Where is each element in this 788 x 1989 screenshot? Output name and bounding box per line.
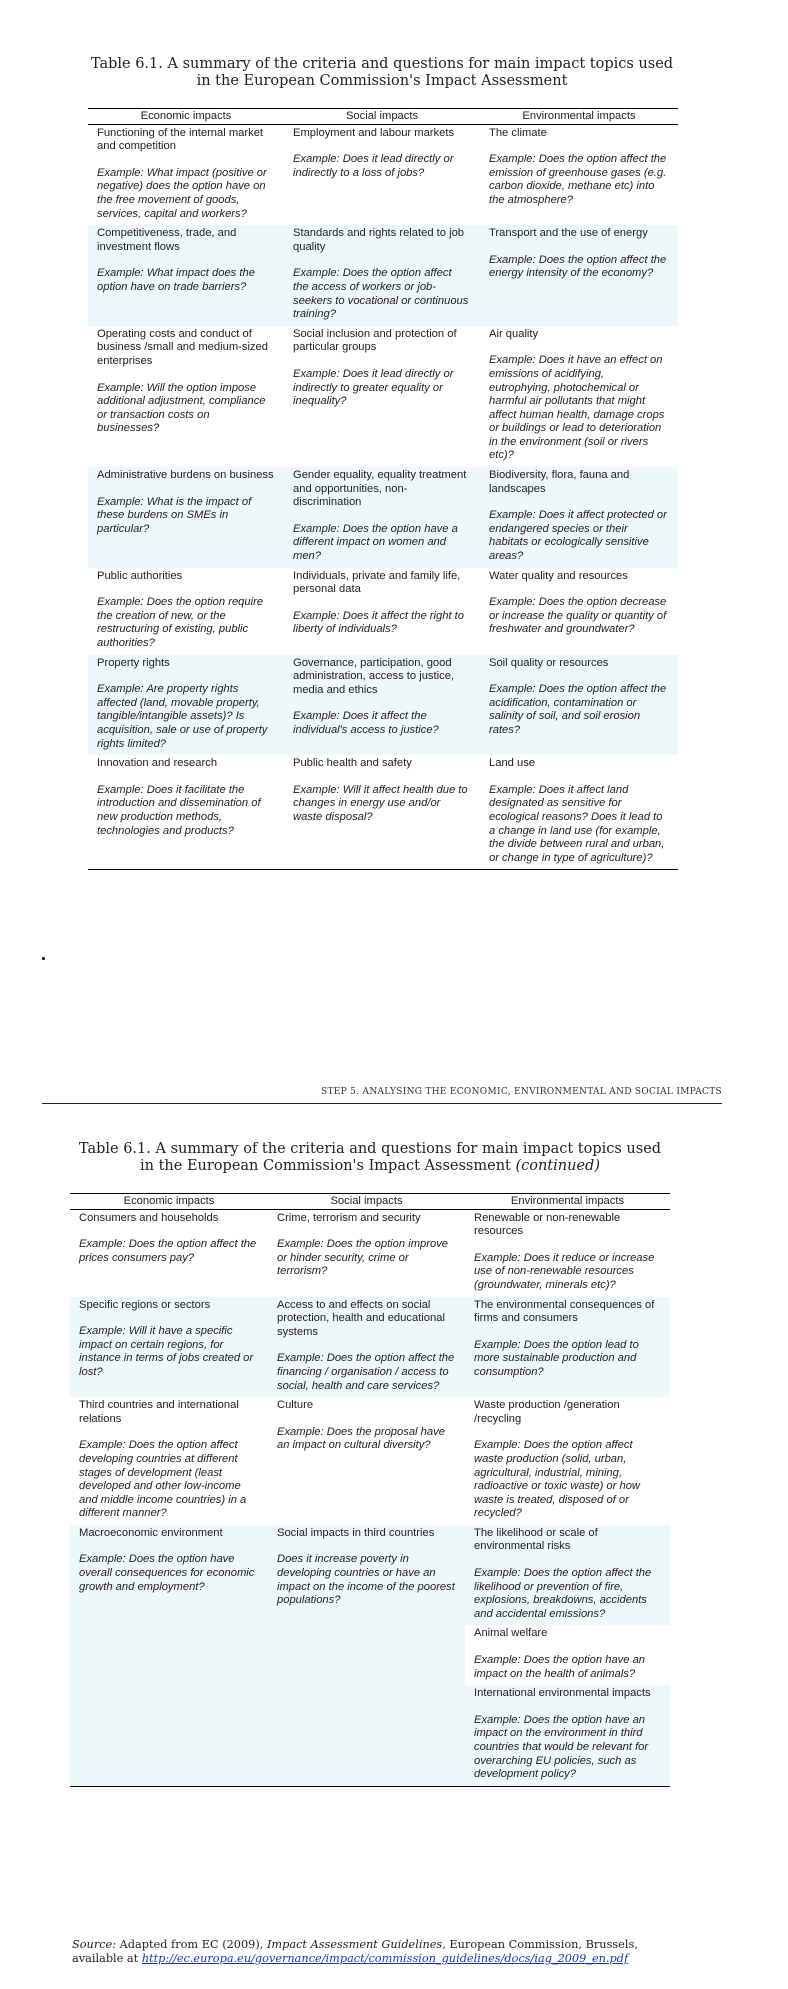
cell-example: Example: Does it affect the individual's access to justice? <box>293 710 439 736</box>
table-cell <box>88 655 284 756</box>
cell-example: Example: Does the option have an impact on the health of animals? <box>474 1654 646 1680</box>
table-cell <box>465 1209 670 1296</box>
table-cell <box>465 1297 670 1398</box>
table-row <box>88 655 678 756</box>
cell-example: Example: Does it have an effect on emissions of acidifying, eutrophying, photochemical or harmful air pollutants that might affect human health, damage crops or buildings or lead to deterioration in the environment (soil or rivers etc)? <box>489 354 665 462</box>
cell-topic: Gender equality, equality treatment and opportunities, non-discrimination <box>293 469 467 509</box>
cell-example: Example: Does the option affect developing countries at different stages of development (least developed and other low-income and middle income countries) in a different manner? <box>79 1439 247 1520</box>
table-cell <box>88 326 284 467</box>
cell-topic: Air quality <box>489 327 539 340</box>
table-row <box>70 1625 670 1685</box>
table-cell <box>268 1397 465 1525</box>
cell-example: Does it increase poverty in developing countries or have an impact on the income of the poorest populations? <box>277 1553 455 1607</box>
table-cell <box>88 467 284 568</box>
table-cell <box>284 225 480 326</box>
table-cell <box>70 1209 268 1296</box>
cell-topic: Access to and effects on social protection, health and educational systems <box>277 1298 445 1338</box>
cell-topic: Crime, terrorism and security <box>277 1211 421 1224</box>
cell-example: Example: Will it have a specific impact on certain regions, for instance in terms of jobs created or lost? <box>79 1325 254 1378</box>
table-row <box>70 1297 670 1398</box>
table-row <box>88 225 678 326</box>
cell-topic: Social inclusion and protection of particular groups <box>293 327 457 354</box>
cell-example: Example: Does the option have a different impact on women and men? <box>293 522 458 563</box>
table-cell <box>70 1397 268 1525</box>
cell-topic: The climate <box>489 126 547 139</box>
source-link[interactable]: http://ec.europa.eu/governance/impact/commission_guidelines/docs/iag_2009_en.pdf <box>141 1952 629 1965</box>
table2-title-line1: Table 6.1. A summary of the criteria and questions for main impact topics used <box>78 1141 662 1157</box>
source-text-before: Adapted from EC (2009), <box>119 1938 264 1951</box>
header-environmental-impacts: Environmental impacts <box>480 109 678 125</box>
cell-example: Example: Does it lead directly or indirectly to a loss of jobs? <box>293 153 454 179</box>
table1-title <box>72 56 692 90</box>
table-cell <box>284 124 480 225</box>
table-cell <box>480 655 678 756</box>
header-social-impacts: Social impacts <box>284 109 480 125</box>
table-row <box>88 467 678 568</box>
table-cell <box>480 124 678 225</box>
table-cell-empty <box>268 1625 465 1685</box>
stray-bullet-dot <box>42 957 45 960</box>
table-row <box>88 124 678 225</box>
cell-example: Example: Does the option affect the acidification, contamination or salinity of soil, and soil erosion rates? <box>489 683 667 736</box>
cell-topic: Innovation and research <box>97 757 218 770</box>
cell-topic: Competitiveness, trade, and investment flows <box>97 227 237 253</box>
cell-example: Example: Does it reduce or increase use of non-renewable resources (groundwater, minerals etc)? <box>474 1251 655 1291</box>
source-label: Source: <box>72 1938 117 1951</box>
table1-title-line2: in the European Commission's Impact Assessment <box>196 73 568 89</box>
running-head-rule <box>42 1103 722 1104</box>
table-cell <box>284 655 480 756</box>
table-cell <box>284 568 480 655</box>
header-economic-impacts: Economic impacts <box>70 1194 268 1210</box>
table-cell <box>465 1525 670 1626</box>
cell-example: Example: Does it affect protected or endangered species or their habitats or ecologically sensitive areas? <box>489 509 667 563</box>
cell-example: Example: Does the option have overall consequences for economic growth and employment? <box>79 1553 255 1593</box>
table-cell <box>284 326 480 467</box>
cell-topic: Operating costs and conduct of business /small and medium-sized enterprises <box>97 327 268 367</box>
cell-example: Example: Does the proposal have an impact on cultural diversity? <box>277 1425 445 1452</box>
cell-example: Example: Will the option impose additional adjustment, compliance or transaction costs on businesses? <box>97 381 266 435</box>
cell-topic: Administrative burdens on business <box>97 469 274 482</box>
cell-example: Example: Does the option lead to more sustainable production and consumption? <box>474 1338 639 1378</box>
cell-example: Example: Does the option affect the financing / organisation / access to social, health and care services? <box>277 1352 455 1392</box>
table-row <box>70 1209 670 1296</box>
source-note <box>72 1938 692 1966</box>
table-row <box>88 326 678 467</box>
cell-topic: Macroeconomic environment <box>79 1526 223 1539</box>
table2 <box>70 1193 670 1787</box>
table-cell <box>268 1525 465 1626</box>
table-cell <box>70 1525 268 1626</box>
cell-example: Example: Does the option decrease or increase the quality or quantity of freshwater and groundwater? <box>489 596 667 636</box>
table-cell <box>88 755 284 870</box>
cell-example: Example: Does the option affect waste production (solid, urban, agricultural, industrial, mining, radioactive or toxic waste) or how waste is treated, disposed of or recycled? <box>474 1439 641 1520</box>
table2-title-line2 <box>60 1158 680 1175</box>
cell-example: Example: What is the impact of these burdens on SMEs in particular? <box>97 495 252 535</box>
table-cell <box>284 467 480 568</box>
table-cell-empty <box>70 1685 268 1786</box>
source-doc-title: Impact Assessment Guidelines, <box>266 1938 446 1951</box>
table-cell <box>88 225 284 326</box>
table-cell <box>88 124 284 225</box>
cell-topic: Waste production /generation /recycling <box>474 1399 620 1425</box>
table-cell <box>480 326 678 467</box>
table-cell <box>70 1297 268 1398</box>
cell-topic: Social impacts in third countries <box>277 1526 435 1539</box>
table-cell <box>88 568 284 655</box>
cell-example: Example: Are property rights affected (land, movable property, tangible/intangible assets)? Is acquisition, sale or use of property rights limited? <box>97 683 268 750</box>
table-cell <box>268 1209 465 1296</box>
table-row <box>70 1397 670 1525</box>
cell-topic: Biodiversity, flora, fauna and landscapes <box>489 469 630 495</box>
table2-title-continued: (continued) <box>515 1158 600 1174</box>
cell-topic: Water quality and resources <box>489 569 628 582</box>
table1 <box>88 108 678 870</box>
cell-topic: Culture <box>277 1399 314 1412</box>
table-cell <box>480 225 678 326</box>
header-economic-impacts: Economic impacts <box>88 109 284 125</box>
table-row <box>88 755 678 870</box>
table-cell <box>465 1685 670 1786</box>
cell-example: Example: Does it affect the right to liberty of individuals? <box>293 609 465 636</box>
cell-example: Example: Does the option affect the likelihood or prevention of fire, explosions, breakdowns, accidents and accidental emissions? <box>474 1567 652 1620</box>
table-cell <box>480 755 678 870</box>
cell-example: Example: Does the option have an impact on the environment in third countries that would be relevant for overarching EU policies, such as development policy? <box>474 1713 649 1781</box>
cell-topic: Employment and labour markets <box>293 126 455 139</box>
cell-topic: Transport and the use of energy <box>489 227 648 240</box>
cell-topic: Governance, participation, good administration, access to justice, media and ethics <box>293 656 455 696</box>
cell-example: Example: Will it affect health due to changes in energy use and/or waste disposal? <box>293 783 468 823</box>
cell-topic: The environmental consequences of firms and consumers <box>474 1298 655 1325</box>
table1-header-row <box>88 109 678 125</box>
cell-topic: Public authorities <box>97 569 183 582</box>
cell-example: Example: Does the option improve or hinder security, crime or terrorism? <box>277 1238 449 1278</box>
cell-example: Example: What impact does the option have on trade barriers? <box>97 267 255 293</box>
table2-title-line2-text: in the European Commission's Impact Assessment <box>140 1158 511 1174</box>
cell-example: Example: Does it facilitate the introduction and dissemination of new production methods, technologies and products? <box>97 783 261 837</box>
cell-topic: Land use <box>489 757 536 770</box>
cell-topic: Third countries and international relations <box>79 1399 239 1425</box>
table-cell-empty <box>70 1625 268 1685</box>
cell-example: Example: Does it affect land designated as sensitive for ecological reasons? Does it lead to a change in land use (for example, the divide between rural and urban, or change in type of agriculture)? <box>489 783 665 864</box>
table-cell <box>268 1297 465 1398</box>
cell-topic: Functioning of the internal market and competition <box>97 126 264 153</box>
cell-topic: Soil quality or resources <box>489 656 609 669</box>
cell-topic: Renewable or non-renewable resources <box>474 1211 621 1238</box>
source-available-at: available at <box>72 1952 139 1965</box>
cell-example: Example: Does the option require the creation of new, or the restructuring of existing, public authorities? <box>97 596 264 649</box>
table-cell <box>465 1397 670 1525</box>
cell-example: Example: Does the option affect the access of workers or job-seekers to vocational or continuous training? <box>293 267 469 321</box>
table-cell <box>465 1625 670 1685</box>
source-text-after: European Commission, Brussels, <box>449 1938 638 1951</box>
table-row <box>70 1685 670 1786</box>
table-row <box>88 568 678 655</box>
cell-topic: Standards and rights related to job quality <box>293 227 465 253</box>
cell-topic: International environmental impacts <box>474 1687 651 1700</box>
header-social-impacts: Social impacts <box>268 1194 465 1210</box>
cell-example: Example: Does the option affect the emission of greenhouse gases (e.g. carbon dioxide, methane etc) into the atmosphere? <box>489 153 667 206</box>
cell-topic: Public health and safety <box>293 757 412 770</box>
table-cell <box>284 755 480 870</box>
table-row <box>70 1525 670 1626</box>
table1-title-line1: Table 6.1. A summary of the criteria and questions for main impact topics used <box>90 56 674 72</box>
cell-topic: Individuals, private and family life, personal data <box>293 569 461 596</box>
cell-topic: Consumers and households <box>79 1211 219 1224</box>
cell-example: Example: Does the option affect the prices consumers pay? <box>79 1238 257 1264</box>
header-environmental-impacts: Environmental impacts <box>465 1194 670 1210</box>
cell-example: Example: What impact (positive or negative) does the option have on the free movement of goods, services, capital and workers? <box>97 166 267 220</box>
cell-topic: The likelihood or scale of environmental risks <box>474 1526 598 1553</box>
table-cell-empty <box>268 1685 465 1786</box>
table-cell <box>480 568 678 655</box>
table2-title <box>60 1141 680 1175</box>
cell-example: Example: Does it lead directly or indirectly to greater equality or inequality? <box>293 367 454 408</box>
cell-example: Example: Does the option affect the energy intensity of the economy? <box>489 253 667 280</box>
running-head: STEP 5. ANALYSING THE ECONOMIC, ENVIRONMENTAL AND SOCIAL IMPACTS <box>321 1087 722 1097</box>
table-cell <box>480 467 678 568</box>
cell-topic: Specific regions or sectors <box>79 1298 211 1311</box>
table2-header-row <box>70 1194 670 1210</box>
cell-topic: Property rights <box>97 656 170 669</box>
cell-topic: Animal welfare <box>474 1627 548 1640</box>
